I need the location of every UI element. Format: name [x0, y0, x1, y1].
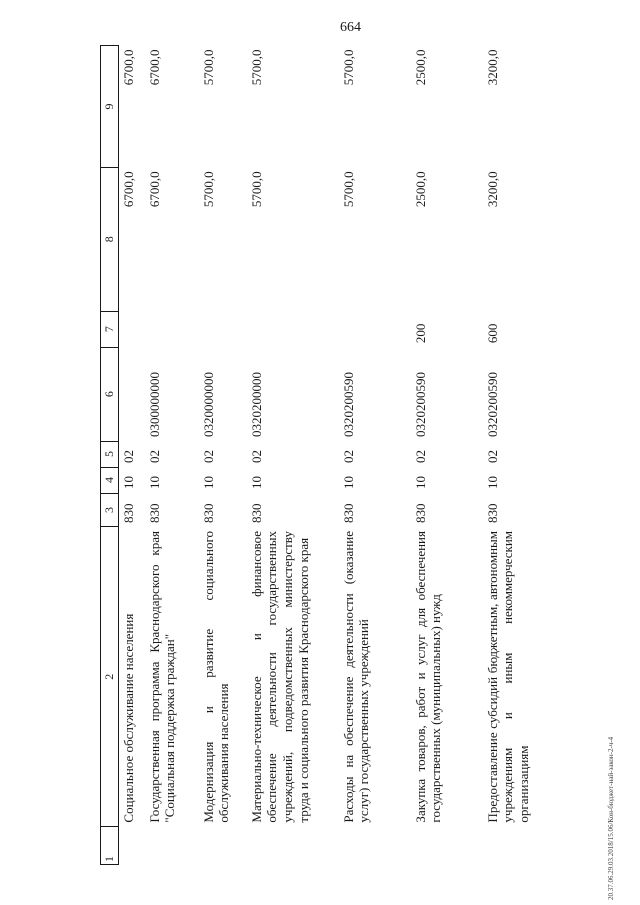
cell-vedomstvo: 830: [412, 503, 428, 523]
cell-podrazdel: 02: [412, 450, 428, 464]
cell-sum-2: 2500,0: [412, 49, 428, 86]
cell-sum-2: 3200,0: [484, 49, 500, 86]
cell-vedomstvo: 830: [484, 503, 500, 523]
header-cell: 4: [101, 467, 119, 493]
cell-razdel: 10: [248, 476, 264, 490]
cell-csr: 0320200590: [340, 372, 356, 438]
row-name: Социальное обслуживание населения: [120, 613, 136, 823]
cell-sum-2: 6700,0: [146, 49, 162, 86]
header-cell: 2: [101, 527, 119, 827]
cell-podrazdel: 02: [248, 450, 264, 464]
header-cell: 6: [101, 347, 119, 441]
table-row: [118, 46, 145, 865]
table-row: [199, 46, 247, 865]
header-cell: 7: [101, 311, 119, 347]
row-name: Расходы на обеспечение деятельности (оказание услуг) государственных учреждений: [340, 531, 372, 823]
rotated-table-frame: [100, 45, 610, 865]
cell-razdel: 10: [484, 476, 500, 490]
header-cell: 9: [101, 46, 119, 168]
budget-table: [100, 45, 555, 865]
cell-podrazdel: 02: [146, 450, 162, 464]
cell-vr: [145, 311, 199, 347]
row-name: Закупка товаров, работ и услуг для обеспечения государственных (муниципальных) нужд: [412, 531, 444, 823]
header-row: [101, 46, 119, 865]
cell-sum-2: 6700,0: [120, 49, 136, 86]
cell-sum-1: 5700,0: [200, 171, 216, 208]
cell-csr: 0320200000: [248, 372, 264, 438]
cell-sum-1: 5700,0: [340, 171, 356, 208]
cell-vedomstvo: 830: [200, 503, 216, 523]
cell-vr: 200: [412, 323, 428, 344]
cell-podrazdel: 02: [340, 450, 356, 464]
cell-razdel: 10: [340, 476, 356, 490]
table-row: [339, 46, 411, 865]
cell-sum-1: 6700,0: [120, 171, 136, 208]
cell-podrazdel: 02: [120, 450, 136, 464]
cell-vr: [199, 311, 247, 347]
row-name: Материально-техническое и финансовое обеспечение деятельности государственных учреждений, подведомственных министерству труда и социального развития Краснодарского края: [248, 531, 312, 823]
cell-sum-1: 2500,0: [412, 171, 428, 208]
table-row: [145, 46, 199, 865]
cell-sum-1: 5700,0: [248, 171, 264, 208]
cell-podrazdel: 02: [484, 450, 500, 464]
cell-vedomstvo: 830: [340, 503, 356, 523]
cell-csr: [118, 347, 145, 441]
cell-csr: 0320000000: [200, 372, 216, 438]
table-row: [411, 46, 483, 865]
table-row: [247, 46, 339, 865]
cell-vr: [247, 311, 339, 347]
header-cell: 5: [101, 441, 119, 467]
cell-vr: [118, 311, 145, 347]
cell-razdel: 10: [120, 476, 136, 490]
cell-sum-2: 5700,0: [200, 49, 216, 86]
row-name: Модернизация и развитие социального обслуживания населения: [200, 531, 232, 823]
page-number: 664: [340, 20, 361, 35]
cell-vedomstvo: 830: [248, 503, 264, 523]
cell-razdel: 10: [412, 476, 428, 490]
table-row: [483, 46, 555, 865]
cell-sum-1: 6700,0: [146, 171, 162, 208]
header-cell: 8: [101, 167, 119, 311]
row-name: Государственная программа Краснодарского края "Социальная поддержка граждан": [146, 531, 178, 823]
header-cell: 1: [101, 827, 119, 865]
cell-vedomstvo: 830: [146, 503, 162, 523]
cell-razdel: 10: [200, 476, 216, 490]
cell-vr: [339, 311, 411, 347]
row-name: Предоставление субсидий бюджетным, автономным учреждениям и иным некоммерческим организациям: [484, 531, 532, 823]
cell-sum-2: 5700,0: [248, 49, 264, 86]
cell-csr: 0320200590: [484, 372, 500, 438]
footer-path: [607, 600, 619, 900]
cell-sum-1: 3200,0: [484, 171, 500, 208]
header-cell: 3: [101, 493, 119, 527]
cell-vr: 600: [484, 323, 500, 344]
rotated-table-content: [100, 45, 610, 865]
footer-text: 20.37.06.29.03.2018/15.06/Кон-бюджет-най-закон-2-ч-4: [607, 736, 615, 900]
cell-csr: 0300000000: [146, 372, 162, 438]
cell-vedomstvo: 830: [120, 503, 136, 523]
cell-razdel: 10: [146, 476, 162, 490]
cell-sum-2: 5700,0: [340, 49, 356, 86]
cell-csr: 0320200590: [412, 372, 428, 438]
cell-podrazdel: 02: [200, 450, 216, 464]
